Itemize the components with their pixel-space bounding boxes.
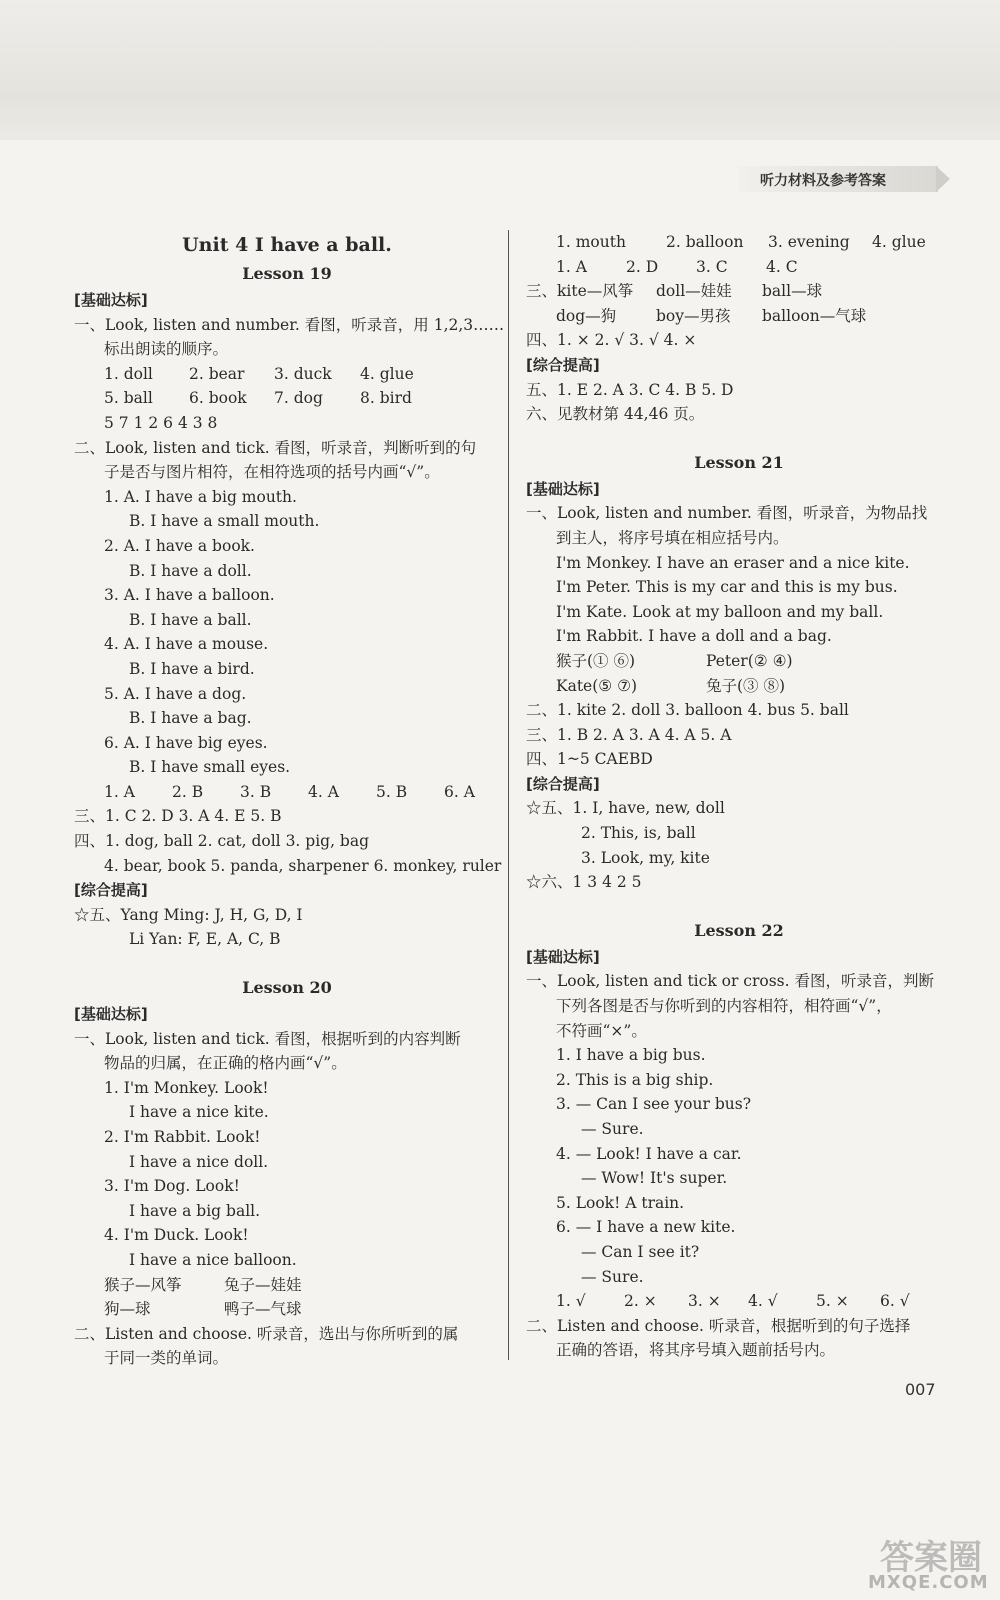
lesson-22-title: Lesson 22 — [694, 920, 784, 940]
question-text: 于同一类的单词。 — [104, 1349, 229, 1368]
answer-item: 3. C — [696, 257, 728, 276]
answer-item: 4. √ — [748, 1292, 778, 1311]
option-line: B. I have a ball. — [129, 610, 252, 629]
answer-item: 2. B — [172, 782, 204, 801]
option-line: 5. A. I have a dog. — [104, 684, 247, 703]
pair-row — [526, 279, 952, 304]
section-basic: [基础达标] — [526, 947, 600, 966]
pair-item: Peter(② ④) — [706, 651, 793, 670]
pair-item: 狗—球 — [104, 1300, 151, 1319]
answer-line: 2. This, is, ball — [581, 824, 696, 843]
option-line: B. I have a small mouth. — [129, 512, 320, 531]
answer-item: 1. A — [104, 782, 135, 801]
section-basic: [基础达标] — [74, 291, 148, 309]
word-item: 5. ball — [104, 389, 153, 408]
pair-item: 鸭子—气球 — [224, 1300, 302, 1319]
pair-row — [526, 649, 952, 674]
dialogue-line: — Sure. — [581, 1267, 644, 1286]
section-basic: [基础达标] — [74, 1005, 148, 1024]
dialogue-line: 3. I'm Dog. Look! — [104, 1177, 240, 1196]
dialogue-line: I have a nice doll. — [129, 1152, 269, 1171]
pair-row — [526, 674, 952, 699]
pair-row — [74, 1273, 500, 1298]
word-item: 2. balloon — [666, 233, 744, 251]
answer-row — [74, 780, 500, 805]
option-line: B. I have a bird. — [129, 659, 255, 678]
dialogue-line: I'm Kate. Look at my balloon and my ball. — [556, 602, 884, 621]
answer-item: 1. √ — [556, 1292, 586, 1311]
right-column — [526, 230, 952, 1363]
answer-item: 6. A — [444, 782, 475, 801]
answer-line: ☆五、1. I, have, new, doll — [526, 799, 725, 818]
header-arrow-icon — [936, 166, 950, 192]
answer-line: 六、见教材第 44,46 页。 — [526, 405, 705, 424]
section-advanced: [综合提高] — [526, 774, 600, 793]
question-text: 到主人，将序号填在相应括号内。 — [556, 528, 789, 547]
option-line: B. I have a bag. — [129, 709, 252, 728]
dialogue-line: I have a big ball. — [129, 1201, 261, 1220]
pair-row — [526, 304, 952, 329]
lesson-21-title: Lesson 21 — [694, 452, 784, 472]
answer-line: 五、1. E 2. A 3. C 4. B 5. D — [526, 380, 734, 399]
dialogue-line: — Sure. — [581, 1120, 644, 1138]
answer-item: 4. A — [308, 782, 339, 801]
option-line: 6. A. I have big eyes. — [104, 733, 268, 752]
option-line: B. I have small eyes. — [129, 758, 291, 777]
answer-item: 3. × — [688, 1292, 721, 1311]
answer-item: 5. B — [376, 782, 408, 801]
question-text: 标出朗读的顺序。 — [104, 340, 229, 359]
question-text: 二、Look, listen and tick. 看图，听录音，判断听到的句 — [74, 438, 477, 457]
left-column — [74, 230, 505, 1371]
question-text: 二、Listen and choose. 听录音，根据听到的句子选择 — [526, 1316, 911, 1335]
option-line: 2. A. I have a book. — [104, 536, 255, 555]
answer-line: 4. bear, book 5. panda, sharpener 6. monkey, ruler — [104, 856, 502, 875]
watermark-url: MXQE.COM — [868, 1572, 989, 1593]
pair-item: dog—狗 — [556, 306, 617, 325]
question-text: 正确的答语，将其序号填入题前括号内。 — [556, 1341, 836, 1360]
section-basic: [基础达标] — [526, 479, 600, 498]
dialogue-line: — Wow! It's super. — [581, 1169, 728, 1188]
question-text: 不符画“×”。 — [556, 1021, 647, 1040]
lesson-19-title: Lesson 19 — [242, 264, 332, 283]
word-row — [526, 230, 952, 255]
answer-line: 四、1. dog, ball 2. cat, doll 3. pig, bag — [74, 832, 370, 851]
top-scan-band — [0, 0, 1000, 140]
word-item: 3. evening — [768, 233, 850, 251]
dialogue-line: I have a nice kite. — [129, 1103, 269, 1122]
answer-line: 二、1. kite 2. doll 3. balloon 4. bus 5. ball — [526, 701, 849, 720]
pair-item: 兔子(③ ⑧) — [706, 676, 786, 695]
answer-line: ☆五、Yang Ming: J, H, G, D, I — [74, 905, 303, 924]
word-row — [74, 386, 500, 411]
word-item: 3. duck — [274, 364, 332, 383]
pair-item: doll—娃娃 — [656, 282, 732, 301]
lesson-20-title: Lesson 20 — [242, 978, 332, 998]
page-number: 007 — [905, 1380, 936, 1399]
word-item: 4. glue — [872, 233, 926, 251]
answer-line: 四、1. × 2. √ 3. √ 4. × — [526, 331, 697, 350]
answer-item: 4. C — [766, 257, 798, 276]
word-item: 8. bird — [360, 389, 412, 408]
word-item: 4. glue — [360, 364, 414, 383]
dialogue-line: 4. — Look! I have a car. — [556, 1144, 742, 1163]
dialogue-line: 3. — Can I see your bus? — [556, 1095, 752, 1114]
option-line: 4. A. I have a mouse. — [104, 635, 269, 654]
answer-item: 1. A — [556, 257, 587, 276]
pair-item: boy—男孩 — [656, 306, 731, 325]
word-item: 7. dog — [274, 389, 323, 408]
answer-line: 3. Look, my, kite — [581, 848, 710, 867]
unit-title: Unit 4 I have a ball. — [182, 234, 392, 256]
dialogue-line: 1. I have a big bus. — [556, 1046, 706, 1065]
answer-item: 2. × — [624, 1292, 657, 1311]
dialogue-line: I'm Peter. This is my car and this is my bus. — [556, 578, 898, 597]
dialogue-line: 2. This is a big ship. — [556, 1070, 714, 1089]
pair-item: 猴子—风筝 — [104, 1275, 182, 1294]
dialogue-line: 4. I'm Duck. Look! — [104, 1226, 249, 1245]
answer-line: 三、1. C 2. D 3. A 4. E 5. B — [74, 807, 282, 826]
question-text: 一、Look, listen and tick. 看图，根据听到的内容判断 — [74, 1029, 461, 1048]
running-header — [738, 166, 950, 192]
watermark-logo: 答案圈 — [880, 1538, 982, 1578]
question-text: 二、Listen and choose. 听录音，选出与你所听到的属 — [74, 1324, 459, 1343]
pair-item: 兔子—娃娃 — [224, 1275, 302, 1294]
dialogue-line: I'm Rabbit. I have a doll and a bag. — [556, 627, 832, 646]
word-item: 6. book — [189, 389, 247, 408]
pair-row — [74, 1297, 500, 1322]
section-advanced: [综合提高] — [74, 881, 148, 900]
question-text: 物品的归属，在正确的格内画“√”。 — [104, 1054, 347, 1073]
answer-line: 5 7 1 2 6 4 3 8 — [104, 413, 218, 432]
pair-item: 三、kite—风筝 — [526, 282, 634, 301]
answer-item: 5. × — [816, 1292, 849, 1311]
pair-item: ball—球 — [762, 282, 823, 301]
answer-row — [526, 1289, 952, 1314]
word-row — [74, 362, 500, 387]
answer-item: 2. D — [626, 257, 659, 276]
question-text: 下列各图是否与你听到的内容相符，相符画“√”， — [556, 997, 892, 1016]
option-line: 3. A. I have a balloon. — [104, 586, 275, 605]
header-label: 听力材料及参考答案 — [760, 173, 886, 189]
answer-line: 四、1~5 CAEBD — [526, 750, 653, 769]
pair-item: 猴子(① ⑥) — [556, 651, 636, 670]
section-advanced: [综合提高] — [526, 355, 600, 374]
dialogue-line: 6. — I have a new kite. — [556, 1218, 736, 1237]
dialogue-line: 2. I'm Rabbit. Look! — [104, 1128, 261, 1146]
answer-line: Li Yan: F, E, A, C, B — [129, 930, 281, 949]
column-divider — [508, 230, 509, 1360]
word-item: 1. mouth — [556, 233, 626, 251]
option-line: B. I have a doll. — [129, 561, 252, 580]
option-line: 1. A. I have a big mouth. — [104, 487, 297, 506]
word-item: 1. doll — [104, 364, 153, 383]
pair-item: balloon—气球 — [762, 306, 867, 325]
dialogue-line: I'm Monkey. I have an eraser and a nice kite. — [556, 553, 910, 572]
question-text: 一、Look, listen and number. 看图，听录音，为物品找 — [526, 504, 928, 523]
answer-line: ☆六、1 3 4 2 5 — [526, 873, 642, 892]
dialogue-line: I have a nice balloon. — [129, 1250, 297, 1269]
answer-item: 3. B — [240, 782, 272, 801]
answer-line: 三、1. B 2. A 3. A 4. A 5. A — [526, 725, 732, 744]
word-item: 2. bear — [189, 364, 245, 383]
pair-item: Kate(⑤ ⑦) — [556, 676, 638, 695]
dialogue-line: 1. I'm Monkey. Look! — [104, 1078, 269, 1097]
question-text: 子是否与图片相符，在相符选项的括号内画“√”。 — [104, 463, 440, 482]
dialogue-line: — Can I see it? — [581, 1242, 700, 1261]
answer-item: 6. √ — [880, 1292, 910, 1311]
answer-row — [526, 255, 952, 280]
dialogue-line: 5. Look! A train. — [556, 1193, 685, 1212]
question-text: 一、Look, listen and number. 看图，听录音，用 1,2,3…… — [74, 315, 505, 334]
question-text: 一、Look, listen and tick or cross. 看图，听录音，判断 — [526, 972, 934, 991]
